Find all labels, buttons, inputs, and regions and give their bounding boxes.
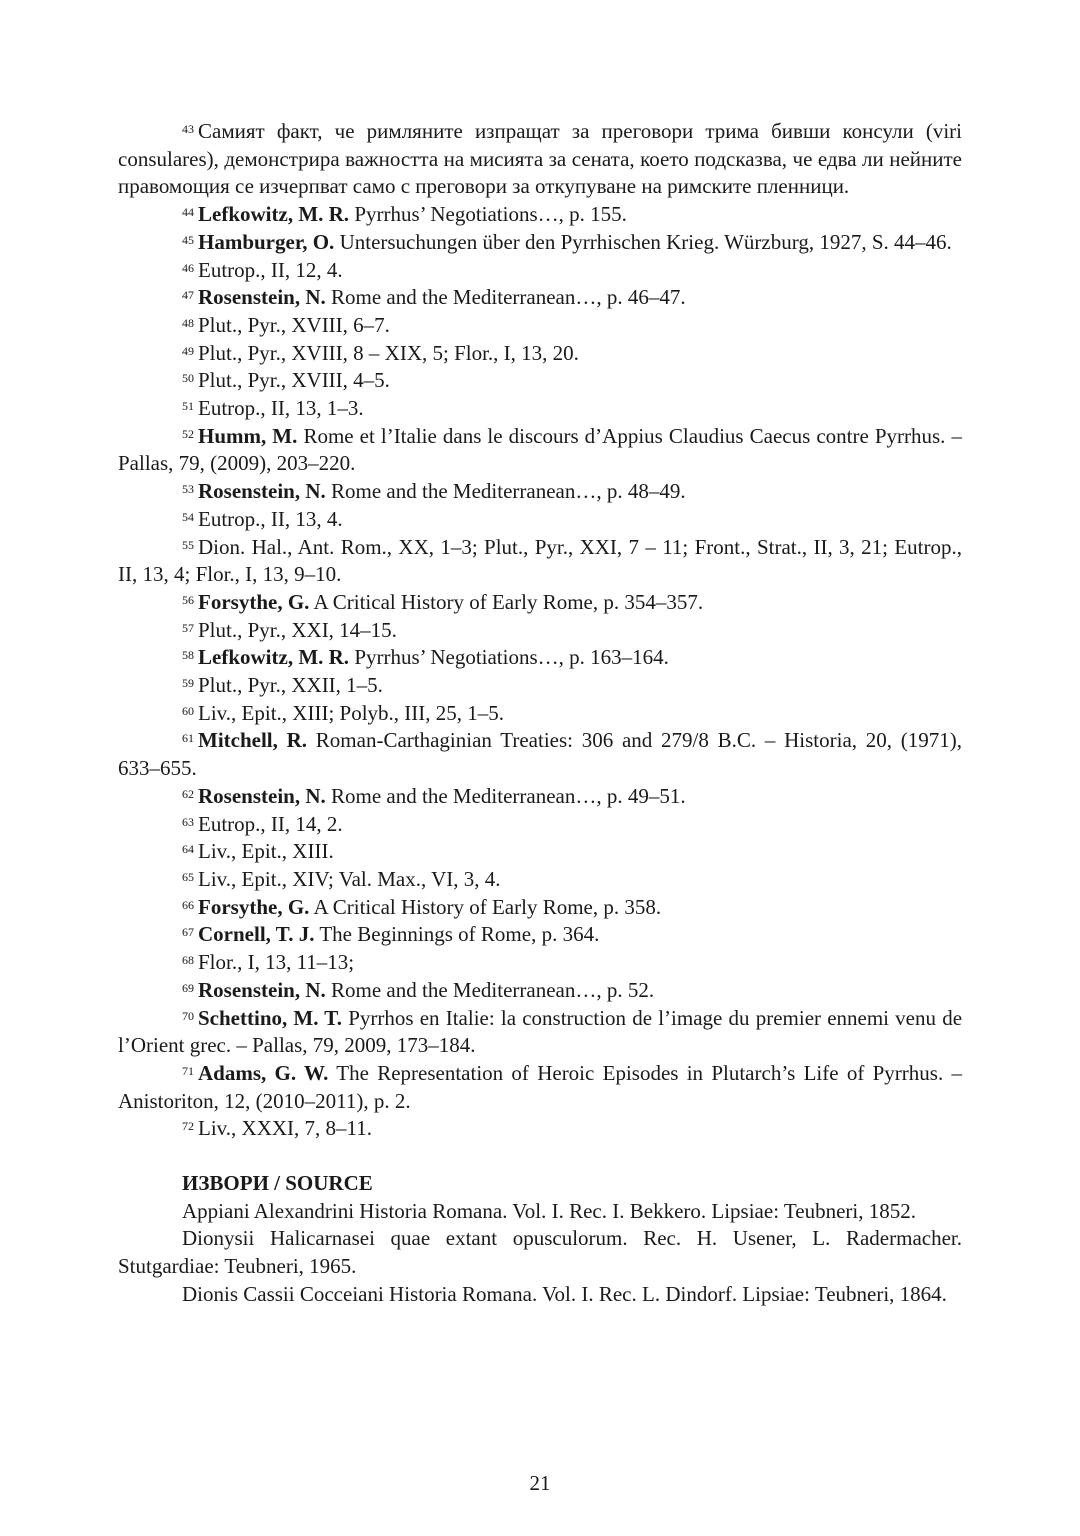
footnote-text: Flor., I, 13, 11–13; [198, 950, 355, 975]
footnote-number: 54 [182, 509, 194, 524]
footnote-number: 64 [182, 842, 194, 857]
footnote-number: 69 [182, 980, 194, 995]
footnote-author: Humm, M. [198, 423, 298, 448]
footnote-number: 61 [182, 731, 194, 746]
footnote-text: Rome and the Mediterranean…, p. 46–47. [331, 285, 686, 310]
footnote [118, 589, 962, 617]
footnote-number: 50 [182, 371, 194, 386]
footnote-text: Rome and the Mediterranean…, p. 48–49. [331, 479, 686, 504]
footnote [118, 617, 962, 645]
footnote-number: 68 [182, 953, 194, 968]
footnote-number: 46 [182, 260, 194, 275]
footnote [118, 395, 962, 423]
footnote-number: 60 [182, 703, 194, 718]
footnote-text: Plut., Pyr., XXI, 14–15. [198, 617, 397, 642]
footnote-text: The Representation of Heroic Episodes in Plutarch’s Life of Pyrrhus. – Anistoriton, 12, (2010–2011), p. 2. [118, 1060, 962, 1113]
footnote-number: 62 [182, 786, 194, 801]
footnote-number: 55 [182, 537, 194, 552]
footnote-author: Adams, G. W. [198, 1060, 329, 1085]
footnote-text: Liv., XXXI, 7, 8–11. [198, 1116, 373, 1141]
footnote-text: Pyrrhus’ Negotiations…, p. 155. [354, 202, 627, 227]
footnote-author: Rosenstein, N. [198, 479, 326, 504]
footnote-number: 49 [182, 343, 194, 358]
footnote-number: 43 [182, 122, 194, 136]
footnote-text: Dion. Hal., Ant. Rom., XX, 1–3; Plut., Pyr., XXI, 7 – 11; Front., Strat., II, 3, 21; Eutrop., II, 13, 4; Flor., I, 13, 9–10. [118, 534, 962, 587]
footnote [118, 644, 962, 672]
footnote-text: Liv., Epit., XIII; Polyb., III, 25, 1–5. [198, 700, 505, 725]
footnote-text: Plut., Pyr., XVIII, 4–5. [198, 368, 390, 393]
footnote-text: Eutrop., II, 14, 2. [198, 811, 343, 836]
footnote-text: The Beginnings of Rome, p. 364. [319, 922, 600, 947]
footnote [118, 894, 962, 922]
footnote [118, 506, 962, 534]
footnote-text: Eutrop., II, 13, 4. [198, 506, 343, 531]
page-body [118, 118, 962, 1309]
footnote-number: 63 [182, 814, 194, 829]
footnote-text: Plut., Pyr., XXII, 1–5. [198, 673, 383, 698]
footnote [118, 949, 962, 977]
footnote-author: Rosenstein, N. [198, 285, 326, 310]
footnote [118, 478, 962, 506]
footnote-number: 70 [182, 1008, 194, 1023]
footnote-author: Rosenstein, N. [198, 783, 326, 808]
footnote-number: 51 [182, 399, 194, 414]
footnote [118, 229, 962, 257]
sources-list [118, 1198, 962, 1309]
footnote [118, 866, 962, 894]
footnote-text: Rome and the Mediterranean…, p. 52. [331, 977, 655, 1002]
footnote-text: Rome and the Mediterranean…, p. 49–51. [331, 783, 686, 808]
sources-heading: ИЗВОРИ / SOURCE [182, 1171, 373, 1196]
source-entry: Dionis Cassii Cocceiani Historia Romana. Vol. I. Rec. L. Dindorf. Lipsiae: Teubneri, 1864. [182, 1281, 947, 1306]
footnote-author: Lefkowitz, M. R. [198, 645, 350, 670]
footnote-number: 71 [182, 1063, 194, 1078]
footnote [118, 1115, 962, 1143]
footnote-text: Liv., Epit., XIV; Val. Max., VI, 3, 4. [198, 866, 501, 891]
footnote-number: 72 [182, 1119, 194, 1134]
footnote-author: Rosenstein, N. [198, 977, 326, 1002]
source-entry: Dionysii Halicarnasei quae extant opusculorum. Rec. H. Usener, L. Radermacher. Stutgardiae: Teubneri, 1965. [118, 1226, 962, 1279]
footnote [118, 284, 962, 312]
footnote [118, 783, 962, 811]
footnote [118, 1060, 962, 1115]
footnote [118, 423, 962, 478]
footnote [118, 672, 962, 700]
page-number: 21 [529, 1471, 551, 1495]
footnote [118, 921, 962, 949]
footnote [118, 727, 962, 782]
footnote [118, 977, 962, 1005]
footnote-number: 57 [182, 620, 194, 635]
footnote [118, 534, 962, 589]
footnote-author: Forsythe, G. [198, 894, 310, 919]
footnote-text: Plut., Pyr., XVIII, 6–7. [198, 312, 390, 337]
footnote [118, 1005, 962, 1060]
footnote [118, 340, 962, 368]
footnote-author: Forsythe, G. [198, 589, 310, 614]
footnote [118, 201, 962, 229]
footnote [118, 367, 962, 395]
footnote [118, 700, 962, 728]
footnote-text: Eutrop., II, 12, 4. [198, 257, 343, 282]
footnote-text: Eutrop., II, 13, 1–3. [198, 396, 364, 421]
footnote-text: Liv., Epit., XIII. [198, 839, 334, 864]
footnote-text: Pyrrhos en Italie: la construction de l’image du premier ennemi venu de l’Orient grec. – Pallas, 79, 2009, 173–184. [118, 1005, 963, 1058]
footnote-text: Roman-Carthaginian Treaties: 306 and 279/8 B.C. – Historia, 20, (1971), 633–655. [118, 728, 962, 781]
footnote-number: 59 [182, 676, 194, 691]
footnote-number: 58 [182, 648, 194, 663]
footnote-author: Lefkowitz, M. R. [198, 202, 350, 227]
footnote-text: Самият факт, че римляните изпращат за преговори трима бивши консули (viri consulares), демонстрира важността на мисията за сената, което подсказва, че едва ли нейните правомощия се изчерпват само с преговори за откупуване на римските пленници. [118, 119, 962, 199]
footnote-number: 65 [182, 869, 194, 884]
footnote-text: A Critical History of Early Rome, p. 358. [313, 894, 662, 919]
footnote [118, 838, 962, 866]
footnote [118, 312, 962, 340]
source-entry: Appiani Alexandrini Historia Romana. Vol. I. Rec. I. Bekkero. Lipsiae: Teubneri, 1852. [182, 1198, 916, 1223]
footnote [118, 811, 962, 839]
footnote-number: 56 [182, 592, 194, 607]
footnote-text: Rome et l’Italie dans le discours d’Appius Claudius Caecus contre Pyrrhus. – Pallas, 79, (2009), 203–220. [118, 423, 962, 476]
footnote-number: 52 [182, 426, 194, 441]
footnote-text: Plut., Pyr., XVIII, 8 – XIX, 5; Flor., I, 13, 20. [198, 340, 579, 365]
footnote [118, 257, 962, 285]
footnote-number: 67 [182, 925, 194, 940]
footnote-number: 53 [182, 482, 194, 497]
footnote-number: 44 [182, 205, 194, 220]
footnote-author: Hamburger, O. [198, 229, 335, 254]
footnotes-list [118, 118, 962, 1143]
footnote-number: 47 [182, 288, 194, 303]
footnote-number: 48 [182, 315, 194, 330]
footnote-author: Cornell, T. J. [198, 922, 315, 947]
footnote-number: 45 [182, 232, 194, 247]
footnote-text: Pyrrhus’ Negotiations…, p. 163–164. [354, 645, 669, 670]
footnote-text: A Critical History of Early Rome, p. 354–357. [313, 589, 704, 614]
footnote-text: Untersuchungen über den Pyrrhischen Krieg. Würzburg, 1927, S. 44–46. [339, 229, 952, 254]
footnote-author: Mitchell, R. [198, 728, 308, 753]
footnote-number: 66 [182, 897, 194, 912]
footnote-author: Schettino, M. T. [198, 1005, 343, 1030]
footnote [118, 118, 962, 201]
